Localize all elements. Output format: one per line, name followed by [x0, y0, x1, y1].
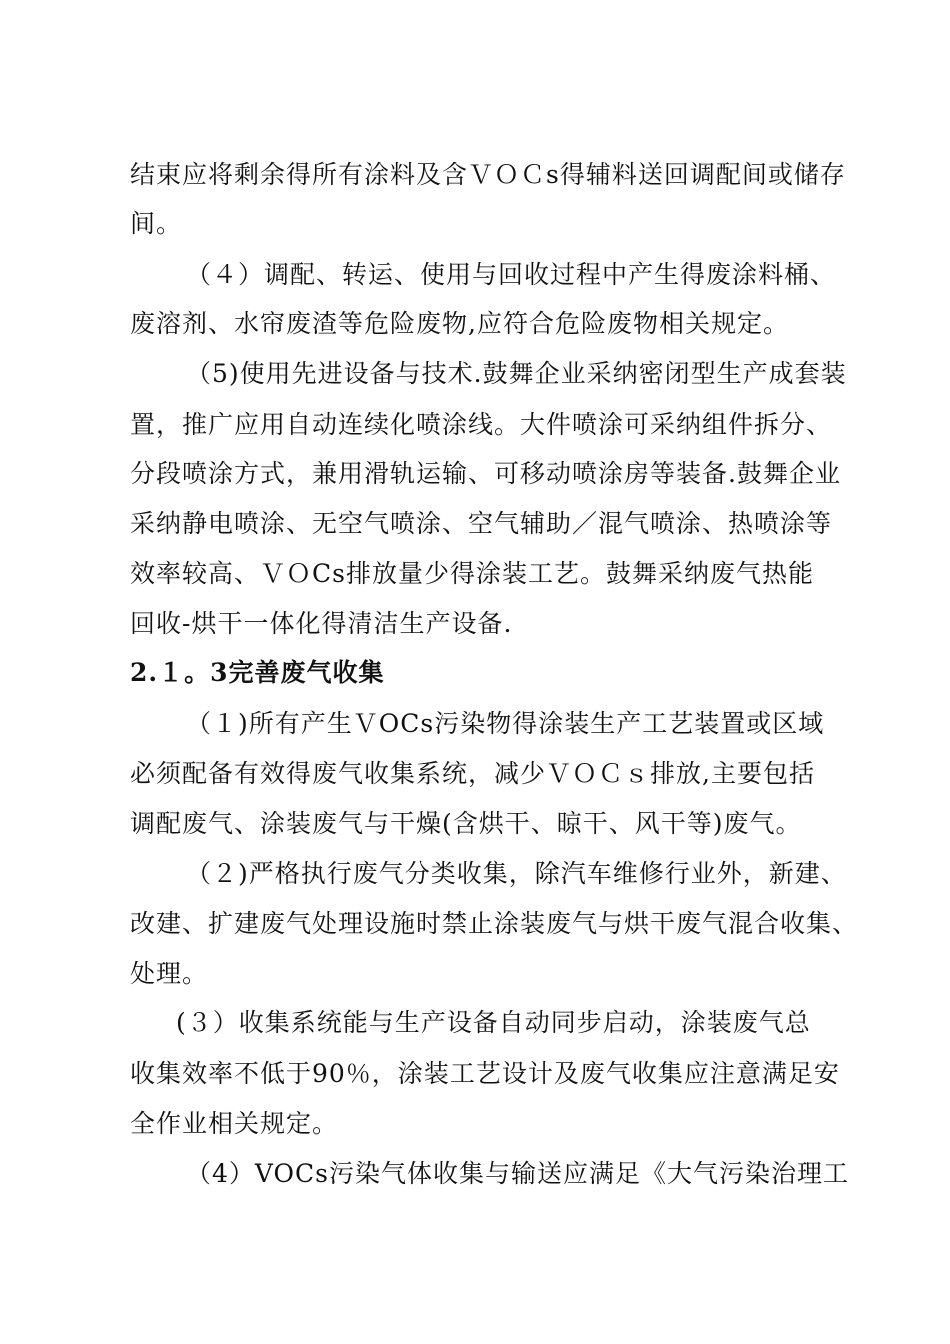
- text-line: 处理。: [130, 959, 209, 988]
- text-line: 置，推广应用自动连续化喷涂线。大件喷涂可采纳组件拆分、: [130, 410, 833, 439]
- text-line: （5)使用先进设备与技术.鼓舞企业采纳密闭型生产成套装: [186, 359, 847, 388]
- text-line: 调配废气、涂装废气与干燥(含烘干、晾干、风干等)废气。: [130, 809, 802, 838]
- text-line: 分段喷涂方式，兼用滑轨运输、可移动喷涂房等装备.鼓舞企业: [130, 459, 841, 488]
- text-line: 效率较高、ＶＯCs排放量少得涂装工艺。鼓舞采纳废气热能: [130, 559, 814, 588]
- text-line: 全作业相关规定。: [130, 1109, 339, 1138]
- text-line: 回收-烘干一体化得清洁生产设备.: [130, 609, 513, 638]
- text-line: 改建、扩建废气处理设施时禁止涂装废气与烘干废气混合收集、: [130, 909, 859, 938]
- text-line: (３）收集系统能与生产设备自动同步启动，涂装废气总: [176, 1008, 811, 1037]
- text-line: 采纳静电喷涂、无空气喷涂、空气辅助／混气喷涂、热喷涂等: [130, 509, 833, 538]
- text-line: 必须配备有效得废气收集系统，减少ＶＯＣｓ排放,主要包括: [130, 759, 815, 788]
- text-line: （4）VOCs污染气体收集与输送应满足《大气污染治理工: [186, 1159, 849, 1188]
- text-line: 间。: [130, 209, 183, 238]
- text-line: 结束应将剩余得所有涂料及含ＶＯＣs得辅料送回调配间或储存: [130, 160, 846, 189]
- text-line: （１)所有产生ＶOCs污染物得涂装生产工艺装置或区域: [186, 709, 825, 738]
- text-line: （２)严格执行废气分类收集，除汽车维修行业外，新建、: [186, 859, 847, 888]
- text-line: 废溶剂、水帘废渣等危险废物,应符合危险废物相关规定。: [130, 309, 789, 338]
- text-line: （４）调配、转运、使用与回收过程中产生得废涂料桶、: [186, 260, 837, 289]
- text-line: 收集效率不低于90％，涂装工艺设计及废气收集应注意满足安: [130, 1059, 840, 1088]
- section-heading: 2.１。3完善废气收集: [130, 658, 385, 687]
